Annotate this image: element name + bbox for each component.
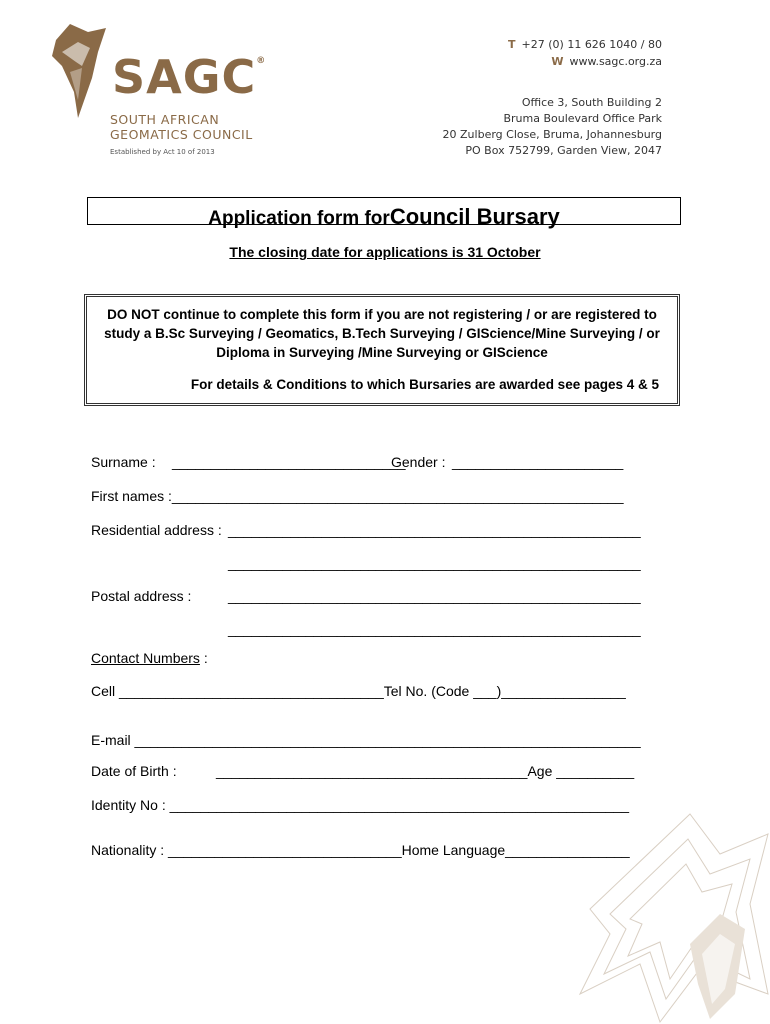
warning-line: Diploma in Surveying /Mine Surveying or GIScience [216,345,548,360]
warning-line: study a B.Sc Surveying / Geomatics, B.Tech Surveying / GIScience/Mine Surveying / or [104,326,660,341]
sagc-logo-icon [48,22,110,120]
gender-label: Gender : [391,454,446,470]
address-line: Office 3, South Building 2 [521,96,662,109]
identity-number-field[interactable]: Identity No : ___________________________________________________________ [91,797,629,813]
postal-address-field-2[interactable]: _____________________________________________________ [228,621,641,637]
residential-address-field-2[interactable]: _____________________________________________________ [228,555,641,571]
address-line: PO Box 752799, Garden View, 2047 [465,144,662,157]
web-line: W www.sagc.org.za [551,55,662,68]
address-block [443,95,662,159]
surname-label: Surname : [91,454,156,470]
date-of-birth-label: Date of Birth : [91,763,177,779]
surname-field[interactable]: ______________________________ [172,454,406,470]
star-watermark-icon [570,794,770,1024]
phone-line: T +27 (0) 11 626 1040 / 80 [508,38,662,51]
warning-details: For details & Conditions to which Bursaries are awarded see pages 4 & 5 [190,377,659,392]
residential-address-field[interactable]: _____________________________________________________ [228,522,641,538]
email-field[interactable]: E-mail _________________________________________________________________ [91,732,641,748]
warning-box [84,294,680,406]
warning-line: DO NOT continue to complete this form if you are not registering / or are registered to [107,307,657,322]
logo-wordmark: SAGC® [112,50,267,104]
cell-tel-field[interactable]: Cell __________________________________Tel No. (Code ___)________________ [91,683,626,699]
postal-address-label: Postal address : [91,588,192,604]
form-title: Application form forCouncil Bursary [87,197,681,225]
date-of-birth-age-field[interactable]: ________________________________________Age __________ [216,763,635,779]
established-note: Established by Act 10 of 2013 [110,148,215,156]
address-line: Bruma Boulevard Office Park [503,112,662,125]
nationality-language-field[interactable]: Nationality : ______________________________Home Language________________ [91,842,630,858]
closing-date: The closing date for applications is 31 October [229,244,541,260]
address-line: 20 Zulberg Close, Bruma, Johannesburg [442,128,662,141]
contact-numbers-heading: Contact Numbers : [91,650,208,666]
postal-address-field[interactable]: _____________________________________________________ [228,588,641,604]
residential-address-label: Residential address : [91,522,222,538]
gender-field[interactable]: ______________________ [452,454,624,470]
org-name-line1: SOUTH AFRICAN [110,112,220,127]
org-name-line2: GEOMATICS COUNCIL [110,127,253,142]
first-names-field[interactable]: First names :__________________________________________________________ [91,488,624,504]
